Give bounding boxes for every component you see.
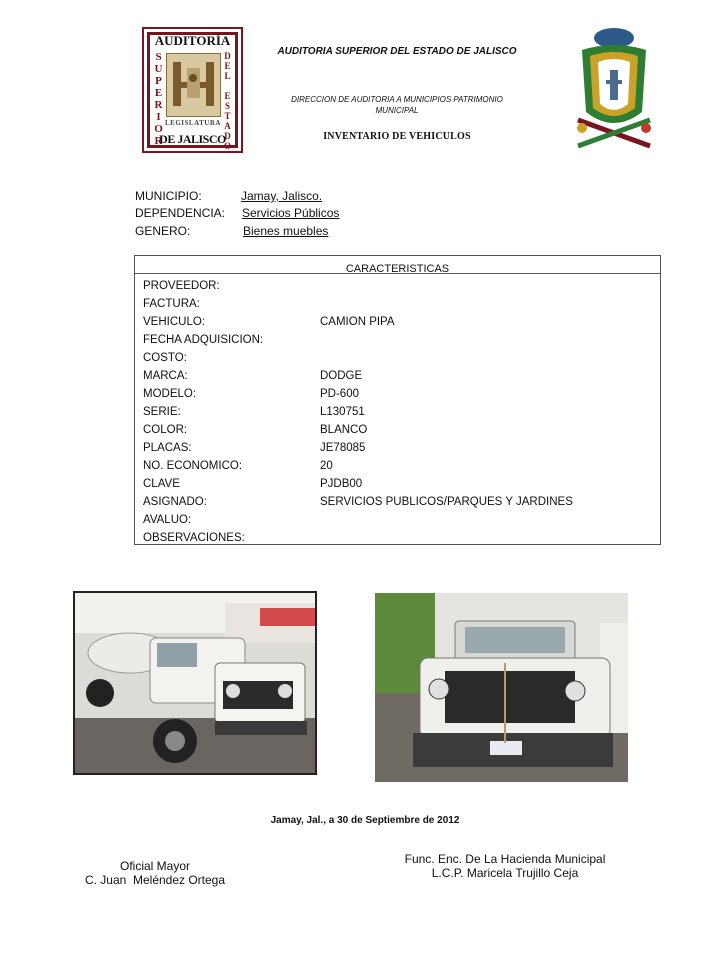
signature-left <box>60 859 250 887</box>
row-value: SERVICIOS PUBLICOS/PARQUES Y JARDINES <box>320 496 573 508</box>
info-value: Servicios Públicos <box>242 206 340 220</box>
logo-bottom-text: DE JALISCO <box>159 132 226 146</box>
table-row <box>143 385 653 403</box>
logo-top-text: AUDITORÍA <box>154 33 231 48</box>
signature-left-title: Oficial Mayor <box>119 859 190 873</box>
table-row <box>143 277 653 295</box>
table-row <box>143 529 653 547</box>
row-key: COLOR: <box>143 424 188 436</box>
info-label: GENERO: <box>135 224 191 238</box>
signature-right <box>380 852 630 880</box>
row-key: MARCA: <box>143 370 188 382</box>
logo-vertical-del-estado: DEL ESTADO <box>222 51 233 151</box>
logo-emblem <box>166 53 221 117</box>
row-key: ASIGNADO: <box>143 496 207 508</box>
signature-right-title: Func. Enc. De La Hacienda Municipal <box>404 852 606 866</box>
info-label: DEPENDENCIA: <box>135 206 226 220</box>
truck-front-image <box>375 593 628 782</box>
row-key: PROVEEDOR: <box>143 280 220 292</box>
logo-vertical-superior: SUPERIOR <box>152 51 165 147</box>
table-row <box>143 331 653 349</box>
signature-right-name: L.C.P. Maricela Trujillo Ceja <box>431 866 579 880</box>
document-title: INVENTARIO DE VEHICULOS <box>323 131 471 142</box>
info-genero <box>135 224 329 238</box>
row-key: VEHICULO: <box>143 316 205 328</box>
row-value: BLANCO <box>320 424 368 436</box>
table-row <box>143 457 653 475</box>
row-key: COSTO: <box>143 352 187 364</box>
table-row <box>143 367 653 385</box>
row-value: L130751 <box>320 406 365 418</box>
document-date: Jamay, Jal., a 30 de Septiembre de 2012 <box>270 815 460 826</box>
row-key: NO. ECONOMICO: <box>143 460 243 472</box>
row-key: FECHA ADQUISICION: <box>143 334 264 346</box>
table-row <box>143 511 653 529</box>
row-value: 20 <box>320 460 333 472</box>
row-key: MODELO: <box>143 388 197 400</box>
row-value: DODGE <box>320 370 363 382</box>
row-value: CAMION PIPA <box>320 316 395 328</box>
truck-photo-side <box>73 591 317 775</box>
jamay-crest-icon <box>568 24 660 156</box>
row-key: FACTURA: <box>143 298 200 310</box>
header-subtitle: DIRECCION DE AUDITORIA A MUNICIPIOS PATRIMONIO MUNICIPAL <box>291 95 503 115</box>
header-title: AUDITORIA SUPERIOR DEL ESTADO DE JALISCO <box>277 46 517 57</box>
row-key: PLACAS: <box>143 442 192 454</box>
info-municipio <box>135 189 323 203</box>
row-key: OBSERVACIONES: <box>143 532 245 544</box>
logo-emblem-icon <box>167 54 220 116</box>
table-row <box>143 313 653 331</box>
truck-photo-front <box>375 593 628 782</box>
table-header: CARACTERISTICAS <box>135 256 660 274</box>
row-value: JE78085 <box>320 442 366 454</box>
table-row <box>143 349 653 367</box>
info-value: Bienes muebles <box>243 224 329 238</box>
info-label: MUNICIPIO: <box>135 189 202 203</box>
row-value: PJDB00 <box>320 478 363 490</box>
characteristics-table <box>134 255 661 545</box>
row-key: CLAVE <box>143 478 180 490</box>
table-row <box>143 475 653 493</box>
table-row <box>143 295 653 313</box>
table-row <box>143 493 653 511</box>
info-dependencia <box>135 206 340 220</box>
table-row <box>143 421 653 439</box>
logo-legislatura-text: LEGISLATURA <box>165 119 221 127</box>
table-row <box>143 439 653 457</box>
truck-side-image <box>75 593 315 773</box>
row-value: PD-600 <box>320 388 359 400</box>
row-key: AVALUO: <box>143 514 192 526</box>
row-key: SERIE: <box>143 406 181 418</box>
signature-left-name: C. Juan Meléndez Ortega <box>84 873 226 887</box>
table-row <box>143 403 653 421</box>
info-value: Jamay, Jalisco. <box>241 189 323 203</box>
auditoria-logo <box>142 27 243 153</box>
